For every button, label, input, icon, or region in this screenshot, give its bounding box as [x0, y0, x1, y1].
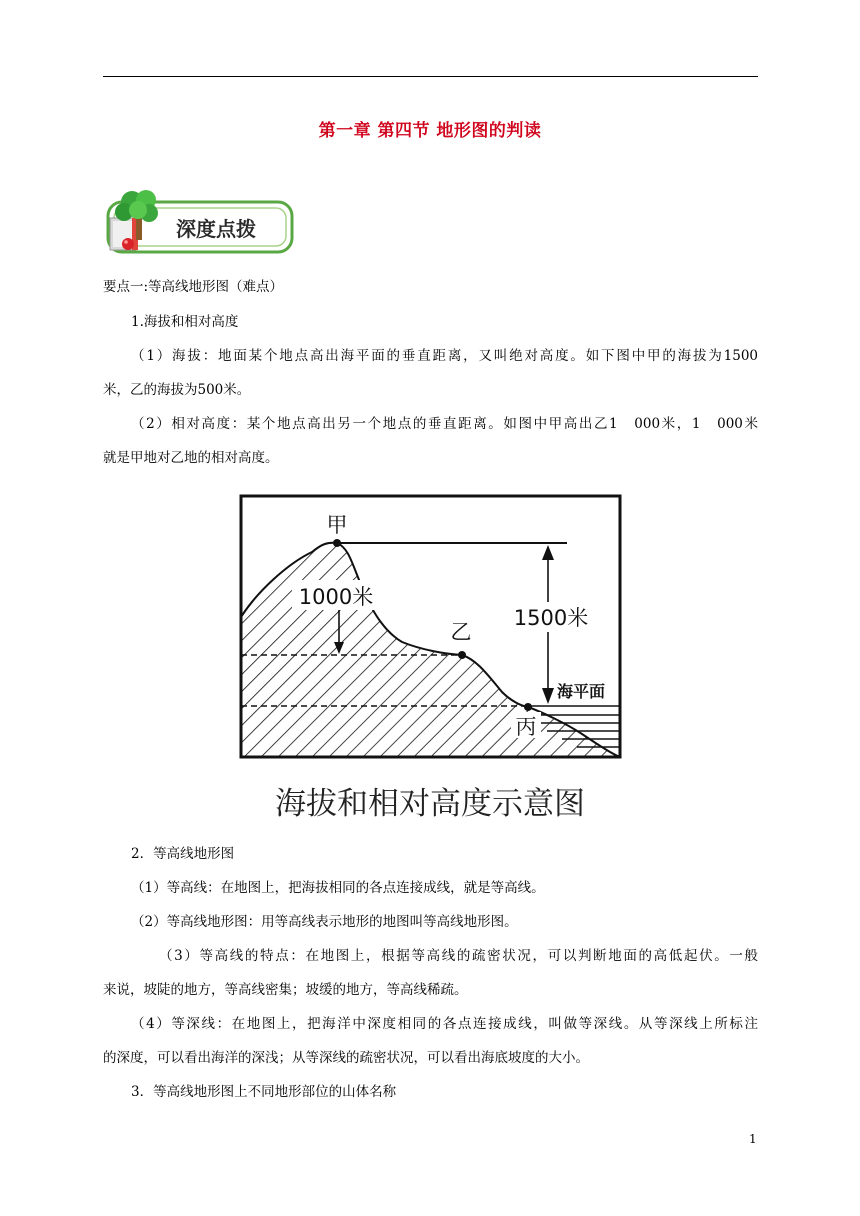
section2-para4-line1: （4）等深线：在地图上，把海洋中深度相同的各点连接成线，叫做等深线。从等深线上所标注: [131, 1016, 758, 1032]
section2-para3-line2: 来说，坡陡的地方，等高线密集；坡缓的地方，等高线稀疏。: [103, 982, 468, 998]
section2-para3-line1: （3）等高线的特点：在地图上，根据等高线的疏密状况，可以判断地面的高低起伏。一般: [159, 948, 758, 964]
altitude-label: 1500米: [513, 606, 589, 630]
point-jia-marker: [333, 539, 341, 547]
sea-level-label: 海平面: [557, 682, 606, 701]
header-rule: [103, 76, 758, 77]
key-point-heading: 要点一:等高线地形图（难点）: [103, 279, 284, 295]
section1-para1-line1: （1）海拔：地面某个地点高出海平面的垂直距离，又叫绝对高度。如下图中甲的海拔为1500: [131, 348, 758, 364]
section3-heading: 3．等高线地形图上不同地形部位的山体名称: [131, 1084, 397, 1100]
point-bing-marker: [524, 703, 532, 711]
badge-label: 深度点拨: [176, 217, 256, 241]
section1-heading: 1.海拔和相对高度: [131, 314, 239, 330]
relative-height-label: 1000米: [298, 585, 374, 609]
section2-para2: （2）等高线地形图：用等高线表示地形的地图叫等高线地形图。: [131, 914, 518, 930]
section2-heading: 2．等高线地形图: [131, 846, 235, 862]
point-yi-label: 乙: [450, 620, 472, 644]
section2-para4-line2: 的深度，可以看出海洋的深浅；从等深线的疏密状况，可以看出海底坡度的大小。: [103, 1050, 589, 1066]
point-yi-marker: [458, 651, 466, 659]
point-jia-label: 甲: [326, 513, 348, 537]
page-title: 第一章 第四节 地形图的判读: [318, 121, 542, 141]
section1-para2-line1: （2）相对高度：某个地点高出另一个地点的垂直距离。如图中甲高出乙1 000米，1 000米: [131, 416, 758, 432]
point-bing-label: 丙: [515, 715, 537, 739]
section2-para1: （1）等高线：在地图上，把海拔相同的各点连接成线，就是等高线。: [131, 880, 545, 896]
section-badge: [102, 188, 297, 260]
figure-caption: 海拔和相对高度示意图: [275, 786, 585, 822]
section1-para2-line2: 就是甲地对乙地的相对高度。: [103, 450, 279, 466]
page-number: 1: [749, 1132, 757, 1146]
altitude-diagram: [237, 492, 624, 827]
section1-para1-line2: 米，乙的海拔为500米。: [103, 382, 251, 398]
